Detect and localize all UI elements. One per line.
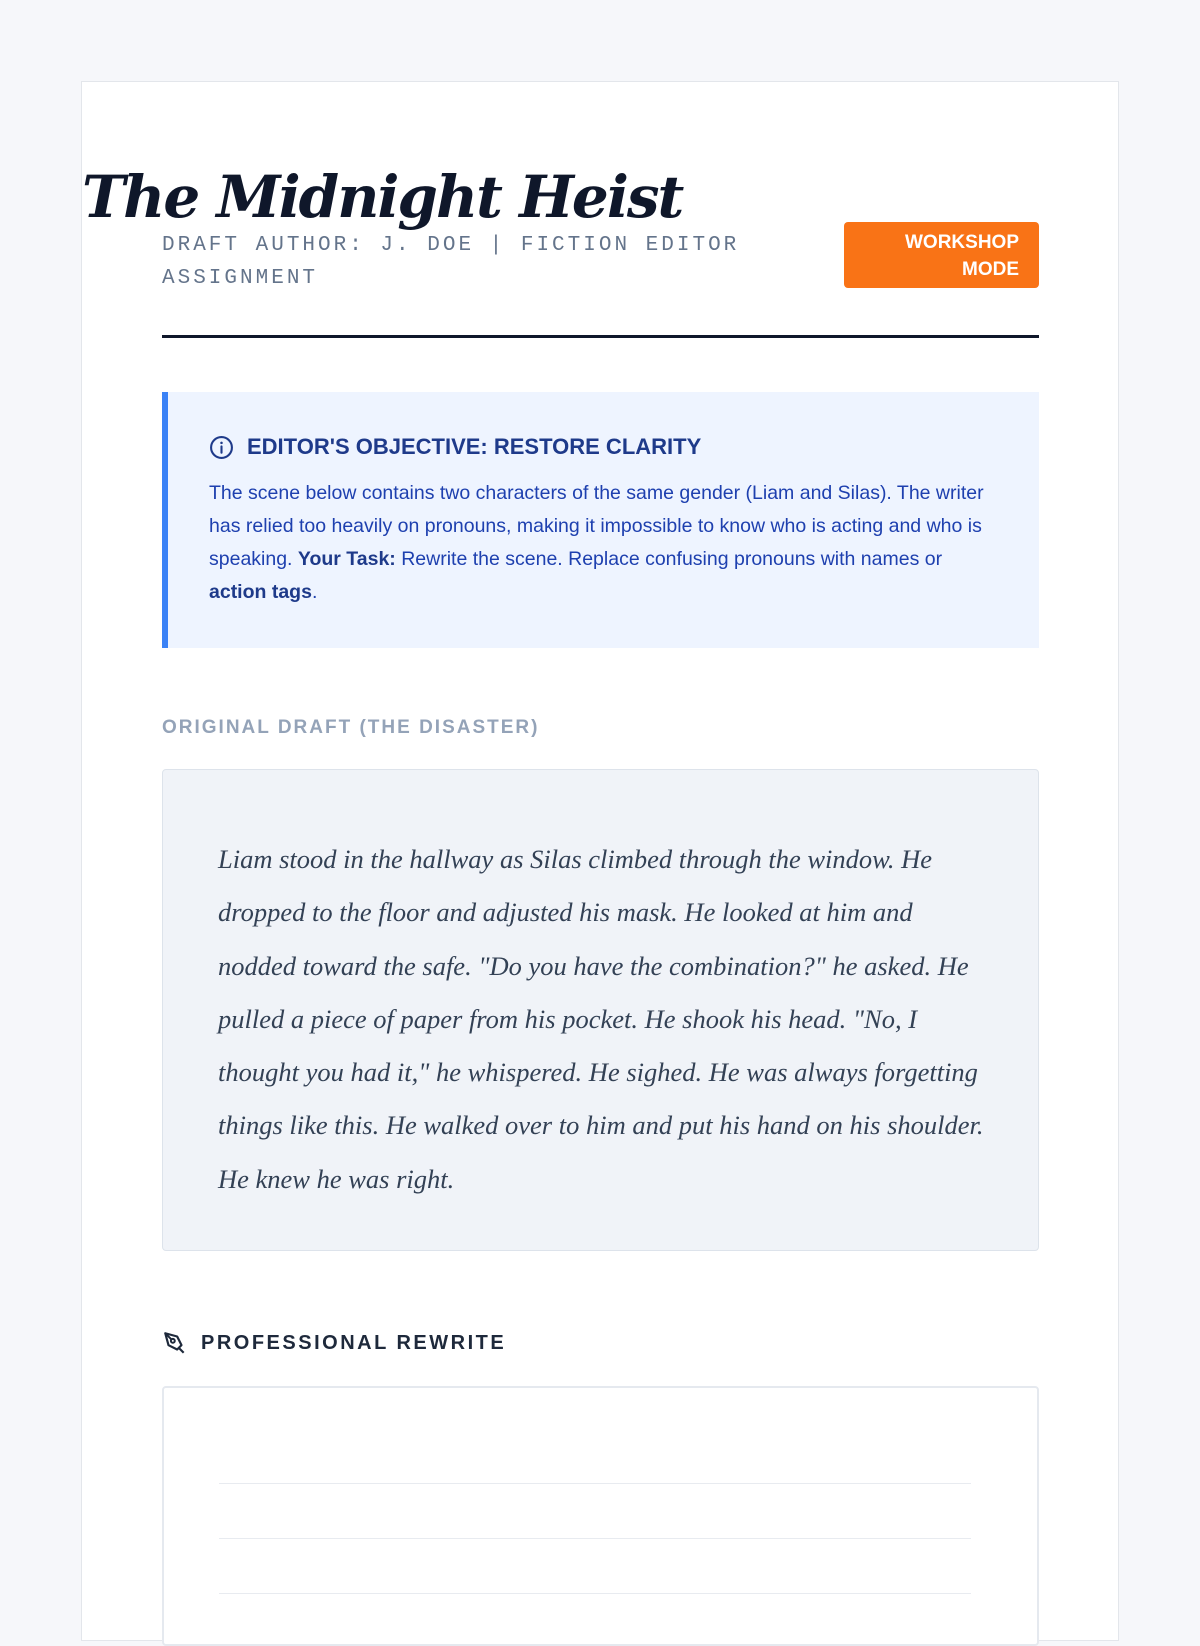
original-draft-text: Liam stood in the hallway as Silas climbed through the window. He dropped to the floor and adjusted his mask. He looked at him and nodded toward the safe. "Do you have the combination?" he asked. He pulled a piece of paper from his pocket. He shook his head. "No, I thought you had it," he whispered. He sighed. He was always forgetting things like this. He walked over to him and put his hand on his shoulder. He knew he was right. bbox=[218, 844, 984, 1194]
workshop-mode-badge[interactable]: WORKSHOP MODE bbox=[844, 222, 1039, 288]
objective-body bbox=[209, 477, 999, 609]
objective-heading-row bbox=[209, 434, 999, 460]
ruled-line bbox=[219, 1593, 971, 1594]
objective-heading: EDITOR'S OBJECTIVE: RESTORE CLARITY bbox=[247, 434, 702, 459]
objective-text-3: . bbox=[311, 581, 318, 603]
objective-text-2: Rewrite the scene. Replace confusing pronouns with names or bbox=[395, 548, 943, 570]
original-draft-panel bbox=[162, 769, 1039, 1251]
header-divider bbox=[162, 335, 1039, 338]
page-title: The Midnight Heist bbox=[82, 163, 683, 231]
editor-objective-callout bbox=[162, 392, 1039, 648]
ruled-line bbox=[219, 1483, 971, 1484]
rewrite-textarea[interactable] bbox=[162, 1386, 1039, 1646]
page-subtitle: DRAFT AUTHOR: J. DOE | FICTION EDITOR ASSIGNMENT bbox=[162, 234, 740, 290]
task-label: Your Task: bbox=[297, 548, 396, 570]
info-icon bbox=[209, 435, 234, 460]
objective-text-1: The scene below contains two characters of the same gender (Liam and Silas). The writer has relied too heavily on pronouns, making it impossible to know who is acting and who is speaking. bbox=[209, 482, 984, 570]
rewrite-heading-row bbox=[162, 1330, 506, 1356]
rewrite-label: PROFESSIONAL REWRITE bbox=[201, 1331, 507, 1354]
action-tags-term: action tags bbox=[209, 581, 312, 603]
original-draft-label: ORIGINAL DRAFT (THE DISASTER) bbox=[162, 717, 540, 738]
pen-tool-icon bbox=[162, 1330, 188, 1356]
ruled-line bbox=[219, 1538, 971, 1539]
